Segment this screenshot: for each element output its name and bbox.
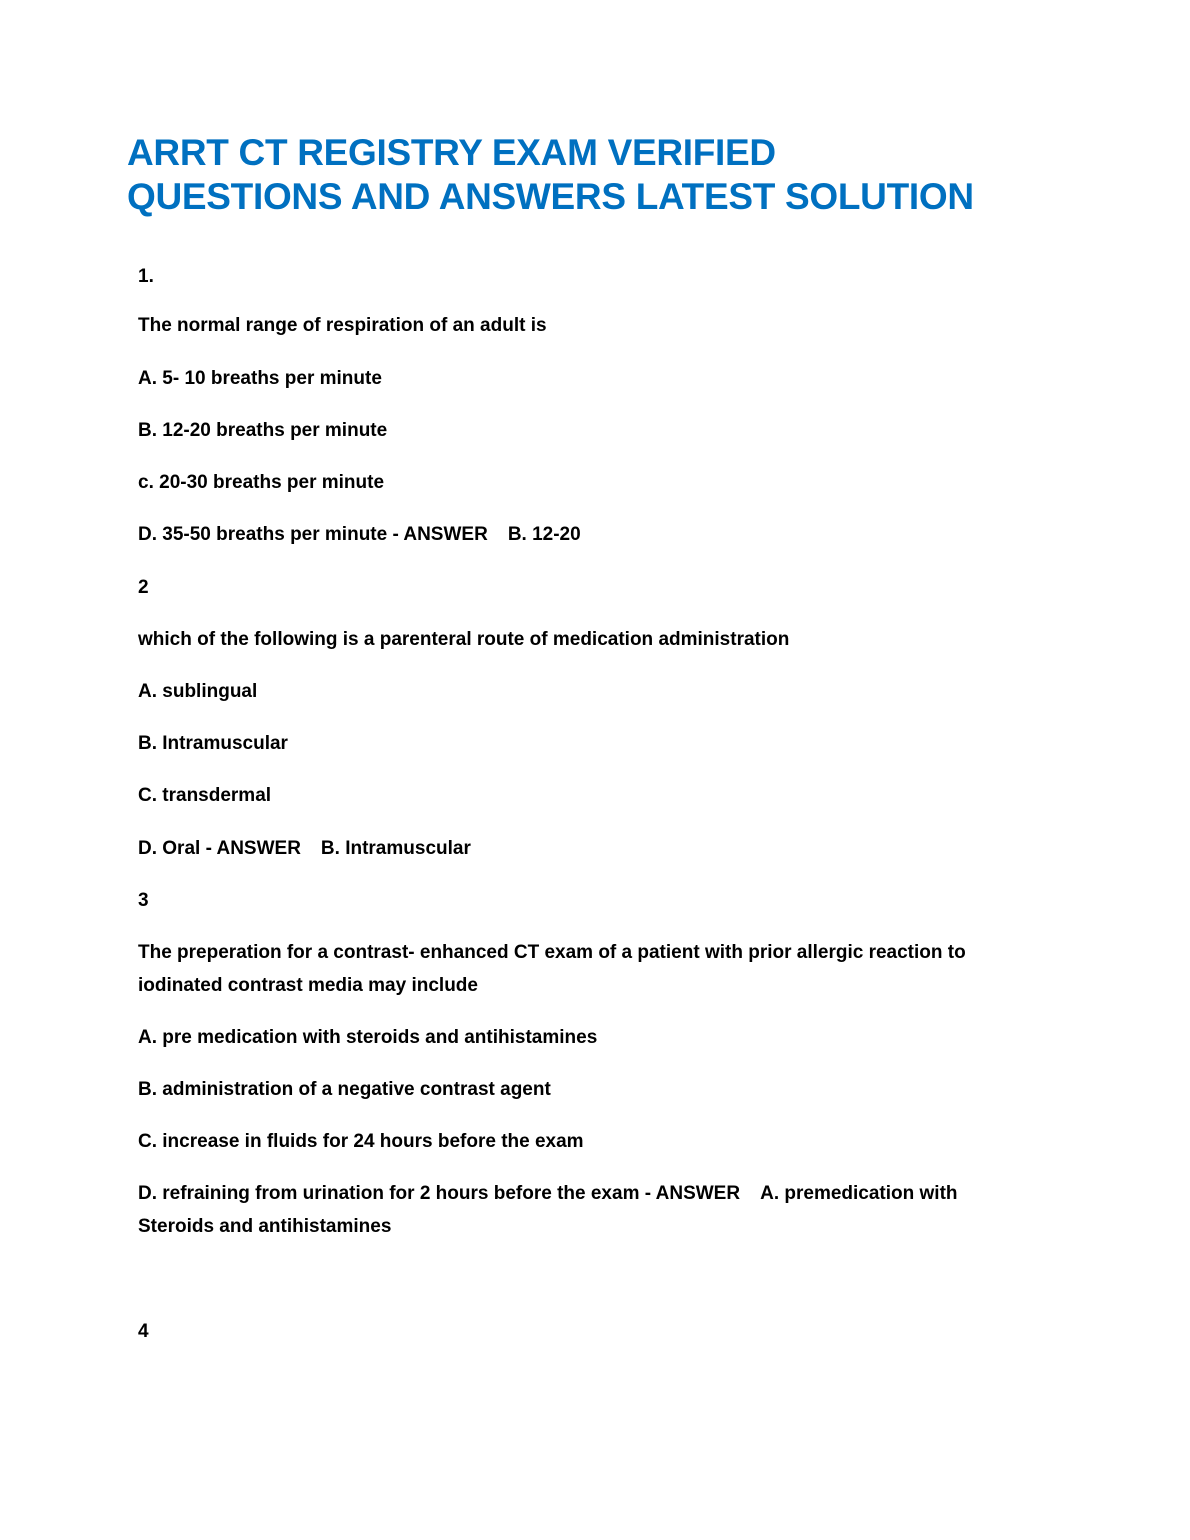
question-1-prompt: The normal range of respiration of an adult is: [138, 315, 547, 336]
question-2-prompt: which of the following is a parenteral route of medication administration: [138, 629, 790, 650]
question-3-number: 3: [138, 890, 149, 911]
question-1-option-d-text: D. 35-50 breaths per minute - ANSWER: [138, 524, 488, 545]
title-line-2: QUESTIONS AND ANSWERS LATEST SOLUTION: [127, 176, 974, 217]
document-title: [127, 131, 1087, 219]
question-2-option-b: B. Intramuscular: [138, 733, 288, 754]
question-3-option-c: C. increase in fluids for 24 hours before the exam: [138, 1131, 584, 1152]
question-3-option-d-text: D. refraining from urination for 2 hours before the exam - ANSWER: [138, 1183, 741, 1204]
question-3-prompt-line-2: iodinated contrast media may include: [138, 975, 478, 996]
question-3-option-a: A. pre medication with steroids and antihistamines: [138, 1027, 598, 1048]
question-3-option-b: B. administration of a negative contrast agent: [138, 1079, 551, 1100]
question-2-option-a: A. sublingual: [138, 681, 258, 702]
question-3-option-d: [138, 1177, 958, 1210]
question-2-option-c: C. transdermal: [138, 785, 272, 806]
question-2-option-d: [138, 832, 471, 865]
question-1-option-d: [138, 518, 581, 551]
question-4-number: 4: [138, 1321, 149, 1342]
question-2-number: 2: [138, 577, 149, 598]
question-1-number: 1.: [138, 266, 154, 287]
question-3-answer-line-2: Steroids and antihistamines: [138, 1216, 392, 1237]
title-line-1: ARRT CT REGISTRY EXAM VERIFIED: [127, 132, 776, 173]
question-3-prompt-line-1: The preperation for a contrast- enhanced CT exam of a patient with prior allergic reaction to: [138, 942, 966, 963]
question-1-option-b: B. 12-20 breaths per minute: [138, 420, 388, 441]
question-1-option-a: A. 5- 10 breaths per minute: [138, 368, 382, 389]
question-1-option-c: c. 20-30 breaths per minute: [138, 472, 385, 493]
question-1-answer: B. 12-20: [507, 524, 581, 545]
question-2-answer: B. Intramuscular: [320, 838, 471, 859]
question-3-answer-line-1: A. premedication with: [760, 1183, 958, 1204]
question-2-option-d-text: D. Oral - ANSWER: [138, 838, 301, 859]
